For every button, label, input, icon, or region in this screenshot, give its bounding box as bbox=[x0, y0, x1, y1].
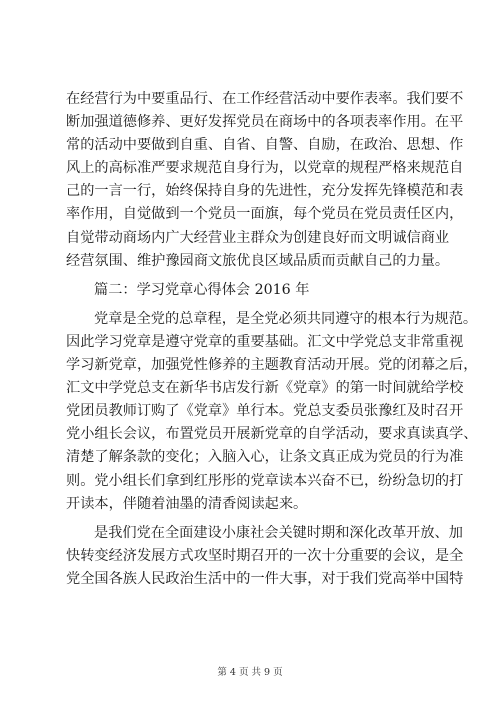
text-line: 己的一言一行，始终保持自身的先进性，充分发挥先锋模范和表 bbox=[66, 183, 464, 200]
text-line: 是我们党在全面建设小康社会关键时期和深化改革开放、加 bbox=[94, 524, 463, 541]
text-line: 学习新党章，加强党性修养的主题教育活动开展。党的闭幕之后， bbox=[66, 357, 478, 374]
text-line: 快转变经济发展方式攻坚时期召开的一次十分重要的会议，是全 bbox=[66, 547, 464, 564]
text-line: 自觉带动商场内广大经营业主群众为创建良好而文明诚信商业 bbox=[66, 229, 450, 246]
text-line: 则。党小组长们拿到红彤彤的党章读本兴奋不已，纷纷急切的打 bbox=[66, 472, 464, 489]
text-line: 党全国各族人民政治生活中的一件大事，对于我们党高举中国特 bbox=[66, 570, 464, 587]
paragraph bbox=[66, 88, 464, 273]
document-body bbox=[66, 88, 478, 591]
text-line: 常的活动中要做到自重、自省、自警、自励，在政治、思想、作 bbox=[66, 137, 464, 154]
text-line: 党小组长会议，布置党员开展新党章的自学活动，要求真读真学、 bbox=[66, 426, 478, 443]
paragraph bbox=[66, 308, 478, 516]
text-line: 断加强道德修养、更好发挥党员在商场中的各项表率作用。在平 bbox=[66, 114, 464, 131]
text-line: 汇文中学党总支在新华书店发行新《党章》的第一时间就给学校 bbox=[66, 380, 464, 397]
text-line: 党章是全党的总章程，是全党必须共同遵守的根本行为规范。 bbox=[94, 310, 478, 327]
text-line: 经营氛围、维护豫园商文旅优良区域品质而贡献自己的力量。 bbox=[66, 252, 450, 269]
text-line: 率作用，自觉做到一个党员一面旗，每个党员在党员责任区内， bbox=[66, 206, 464, 223]
text-line: 因此学习党章是遵守党章的重要基础。汇文中学党总支非常重视 bbox=[66, 333, 464, 350]
paragraph bbox=[66, 522, 464, 591]
text-line: 篇二：学习党章心得体会 2016 年 bbox=[94, 281, 310, 298]
text-line: 清楚了解条款的变化；入脑入心，让条文真正成为党员的行为准 bbox=[66, 449, 464, 466]
text-line: 党团员教师订购了《党章》单行本。党总支委员张豫红及时召开 bbox=[66, 403, 464, 420]
text-line: 风上的高标准严要求规范自身行为，以党章的规程严格来规范自 bbox=[66, 160, 464, 177]
text-line: 在经营行为中要重品行、在工作经营活动中要作表率。我们要不 bbox=[66, 91, 464, 107]
text-line: 开读本，伴随着油墨的清香阅读起来。 bbox=[66, 495, 308, 512]
page-footer: 第 4 页 共 9 页 bbox=[217, 667, 283, 678]
section-heading bbox=[66, 279, 434, 302]
